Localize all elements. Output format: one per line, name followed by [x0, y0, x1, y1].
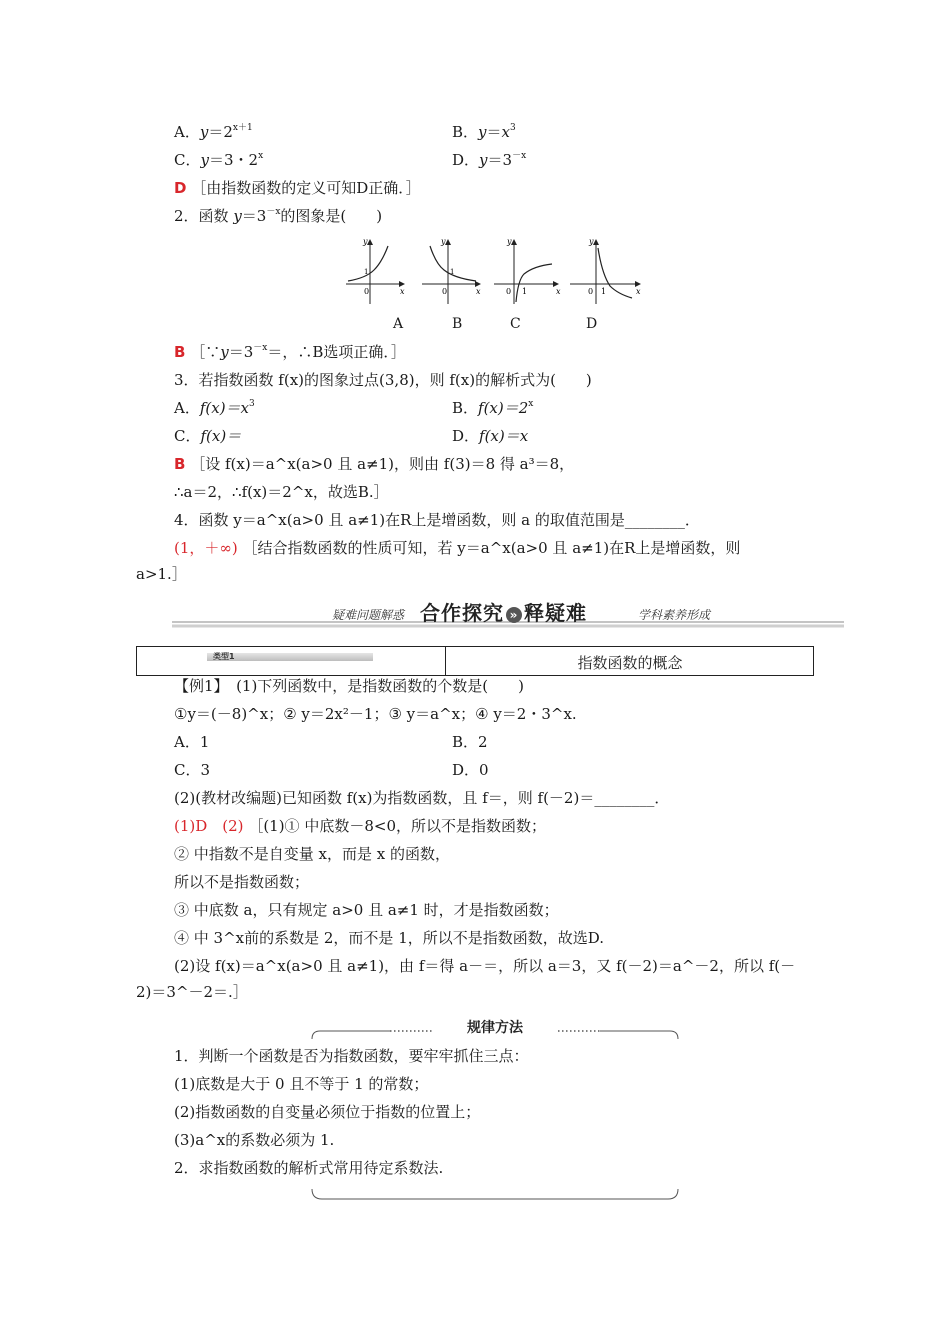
svg-text:0: 0 — [442, 287, 448, 296]
chevron-right-icon: » — [506, 607, 522, 623]
svg-text:1: 1 — [601, 287, 607, 296]
q2-answer: B $[\because y=3^{-x}=$，∴B选项正确．］ — [174, 343, 406, 361]
answer-letter: D — [174, 179, 187, 197]
graph-label-b: B — [452, 316, 463, 332]
graph-a — [346, 237, 405, 304]
svg-text:1: 1 — [522, 287, 528, 296]
graph-label-d: D — [586, 316, 598, 332]
svg-text:0: 0 — [364, 287, 370, 296]
example-1-solution-2: ② 中指数不是自变量 x，而是 x 的函数， — [174, 845, 450, 863]
svg-text:1: 1 — [364, 268, 369, 276]
svg-text:x: x — [476, 287, 481, 296]
q3-option-b: B．$f(x)=2^x$ — [452, 399, 534, 417]
q3-stem: 3．若指数函数 f(x)的图象过点(3,8)，则 f(x)的解析式为( ) — [174, 371, 592, 389]
example-1-solution-4: ③ 中底数 a，只有规定 a>0 且 a≠1 时，才是指数函数； — [174, 901, 559, 919]
svg-text:1: 1 — [450, 268, 455, 276]
q2-stem: 2．函数 $y=3^{-x}$的图象是( ) — [174, 207, 383, 225]
q3-option-a: A．$f(x)=x^3$ — [174, 399, 255, 417]
answer-letter: B — [174, 455, 186, 473]
svg-text:0: 0 — [588, 287, 594, 296]
q3-answer: B ［设 f(x)＝a^x(a>0 且 a≠1)，则由 f(3)＝8 得 a³＝8， — [174, 455, 575, 473]
q1-option-b: B．$y=x^3$ — [452, 123, 516, 141]
svg-text:0: 0 — [506, 287, 512, 296]
q4-answer-line2: a>1.］ — [136, 565, 187, 583]
example-1-stem: 【例1】 (1)下列函数中，是指数函数的个数是( ) — [174, 677, 525, 695]
method-line-3: (2)指数函数的自变量必须位于指数的位置上； — [174, 1103, 481, 1121]
method-line-1: 1．判断一个函数是否为指数函数，要牢牢抓住三点： — [174, 1047, 529, 1065]
svg-text:y: y — [441, 237, 446, 246]
method-line-2: (1)底数是大于 0 且不等于 1 的常数； — [174, 1075, 429, 1093]
section-banner — [172, 596, 844, 632]
svg-text:x: x — [556, 287, 561, 296]
q1-answer: D ［由指数函数的定义可知D正确．］ — [174, 179, 421, 197]
method-line-5: 2．求指数函数的解析式常用待定系数法. — [174, 1159, 444, 1177]
graph-b — [422, 237, 481, 304]
graph-label-c: C — [510, 316, 521, 332]
q3-option-c: C．f(x)＝ — [174, 427, 242, 445]
type-title: 指数函数的概念 — [577, 654, 683, 672]
example-1-option-d: D．0 — [452, 761, 489, 779]
example-1-functions: ①y＝(－8)^x；② y＝2x²－1；③ y＝a^x；④ y＝2・3^x. — [174, 705, 577, 723]
q4-stem: 4．函数 y＝a^x(a>0 且 a≠1)在R上是增函数，则 a 的取值范围是________． — [174, 511, 700, 529]
svg-text:y: y — [363, 237, 368, 246]
example-1-option-b: B．2 — [452, 733, 488, 751]
banner-title: 合作探究 » 释疑难 — [420, 601, 587, 625]
q1-option-a: A．$y=2^{x+1}$ — [174, 123, 253, 141]
type-tag: 类型1 — [207, 653, 373, 661]
banner-left-caption: 疑难问题解惑 — [332, 608, 405, 622]
q4-answer: (1，＋∞) ［结合指数函数的性质可知，若 y＝a^x(a>0 且 a≠1)在R上是增函数，则 — [174, 539, 741, 557]
answer-letter: B — [174, 343, 186, 361]
svg-text:y: y — [589, 237, 594, 246]
answer-label: (1)D (2) — [174, 817, 244, 835]
example-1-solution-7: 2)＝3^－2＝.］ — [136, 983, 248, 1001]
graph-c — [494, 237, 561, 304]
svg-text:y: y — [507, 237, 512, 246]
example-1-solution-1: (1)D (2) ［(1)① 中底数－8<0，所以不是指数函数； — [174, 817, 546, 835]
example-1-solution-5: ④ 中 3^x前的系数是 2，而不是 1，所以不是指数函数，故选D. — [174, 929, 604, 947]
graph-label-a: A — [393, 316, 404, 332]
banner-right-caption: 学科素养形成 — [638, 608, 711, 622]
q2-graphs — [344, 234, 644, 306]
answer-range: (1，＋∞) — [174, 539, 238, 557]
method-title: 规律方法 — [467, 1020, 523, 1036]
example-1-solution-3: 所以不是指数函数； — [174, 873, 310, 891]
svg-text:x: x — [400, 287, 405, 296]
q3-answer-line2: ∴a＝2，∴f(x)＝2^x，故选B.］ — [174, 483, 389, 501]
svg-text:x: x — [636, 287, 641, 296]
type-heading-box — [136, 646, 814, 676]
graph-d — [570, 237, 641, 304]
q1-option-c: C．y＝3・2$^x$ — [174, 151, 264, 169]
q1-option-d: D．$y=3^{-x}$ — [452, 151, 527, 169]
method-line-4: (3)a^x的系数必须为 1. — [174, 1131, 335, 1149]
example-1-option-a: A．1 — [174, 733, 210, 751]
example-1-solution-6: (2)设 f(x)＝a^x(a>0 且 a≠1)，由 f＝得 a－＝，所以 a＝3，又 f(－2)＝a^－2，所以 f(－ — [174, 957, 796, 975]
q3-option-d: D．f(x)＝x — [452, 427, 529, 445]
example-1-part2: (2)(教材改编题)已知函数 f(x)为指数函数，且 f＝，则 f(－2)＝________． — [174, 789, 670, 807]
example-1-option-c: C．3 — [174, 761, 211, 779]
